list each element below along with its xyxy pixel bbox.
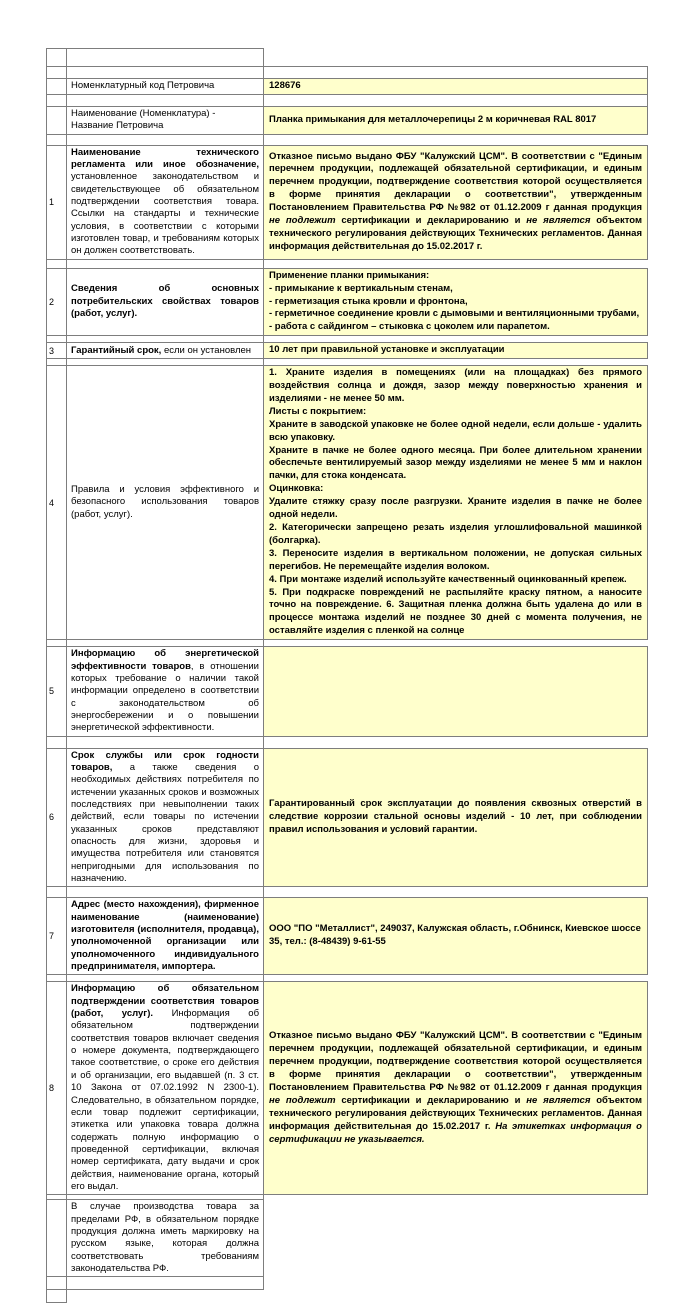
spec-row-8: [46, 981, 650, 1195]
spec-row-7-value: ООО "ПО "Металлист", 249037, Калужская область, г.Обнинск, Киевское шоссе 35, тел.: (8-48439) 9-61-55: [263, 897, 648, 975]
bottom-note-text: В случае производства товара за пределами РФ, в обязательном порядке продукция должна иметь маркировку на русском языке, которая должна соответствовать требованиям законодательства РФ.: [66, 1199, 264, 1277]
spec-row-4-label: Правила и условия эффективного и безопасного использования товаров (работ, услуг).: [66, 365, 264, 640]
spec-row-5-value: [263, 646, 648, 736]
spec-row-1-number: 1: [46, 145, 67, 260]
spacer-row: [46, 1289, 650, 1303]
spec-row-2-value: Применение планки примыкания: - примыкание к вертикальным стенам, - герметизация стыка кровли и фронтона, - герметичное соединение кровли с дымовыми и вентиляционными трубами, - работа с сайдингом – стыковка с цоколем или парапетом.: [263, 268, 648, 337]
nomenclature-code-row: [46, 78, 650, 95]
spec-row-5-label: Информацию об энергетической эффективности товаров, в отношении которых требование о наличии такой информации определено в соответствии с законодательством об энергосбережении и о повышении энергетической эффективности.: [66, 646, 264, 736]
product-spec-sheet: [46, 48, 650, 1303]
spec-row-7-label: Адрес (место нахождения), фирменное наименование (наименование) изготовителя (исполнителя, продавца), уполномоченной организации или уполномоченного индивидуального предпринимателя, импортера.: [66, 897, 264, 975]
spacer-row: [46, 1276, 650, 1290]
empty-cell: [46, 1276, 67, 1290]
nomenclature-name-value: Планка примыкания для металлочерепицы 2 м коричневая RAL 8017: [263, 106, 648, 135]
spec-row-5: [46, 646, 650, 736]
spec-row-8-value: Отказное письмо выдано ФБУ "Калужский ЦСМ". В соответствии с "Единым перечнем продукции, подлежащей обязательной сертификации, и единым перечнем продукции, подтверждение соответствия которой осуществляется в форме принятия декларации о соответствии", утвержденным Постановлением Правительства РФ №982 от 01.12.2009 г данная продукция не подлежит сертификации и декларированию и не является объектом технического регулирования действующих Технических регламентов. Данная информация действительная до 15.02.2017 г. На этикетках информация о сертификации не указывается.: [263, 981, 648, 1195]
spec-row-8-number: 8: [46, 981, 67, 1195]
spec-row-3-number: 3: [46, 342, 67, 359]
spec-row-1-value: Отказное письмо выдано ФБУ "Калужский ЦСМ". В соответствии с "Единым перечнем продукции, подлежащей обязательной сертификации, и единым перечнем продукции, подтверждение соответствия которой осуществляется в форме принятия декларации о соответствии", утвержденным Постановлением Правительства РФ №982 от 01.12.2009 г данная продукция не подлежит сертификации и декларированию и не является объектом технического регулирования действующих Технических регламентов. Данная информация действительная до 15.02.2017 г.: [263, 145, 648, 260]
nomenclature-code-value: 128676: [263, 78, 648, 95]
empty-cell: [46, 48, 67, 67]
spec-row-3-label: Гарантийный срок, если он установлен: [66, 342, 264, 359]
spec-row-2: [46, 268, 650, 337]
empty-cell: [46, 1289, 67, 1303]
nomenclature-name-label: Наименование (Номенклатура) - Название Петровича: [66, 106, 264, 135]
empty-cell: [66, 48, 264, 67]
spec-row-2-number: 2: [46, 268, 67, 337]
spec-row-2-label: Сведения об основных потребительских свойствах товаров (работ, услуг).: [66, 268, 264, 337]
spec-row-4-value: 1. Храните изделия в помещениях (или на площадках) без прямого воздействия солнца и дождя, зазор между поверхностью хранения и изделиями - не менее 50 мм. Листы с покрытием: Храните в заводской упаковке не более одной недели, если дольше - удалить всю упаковку. Храните в пачке не более одного месяца. При более длительном хранении обеспечьте вентилируемый зазор между изделиями не менее 5 мм и наклон пачки, для стока конденсата. Оцинковка: Удалите стяжку сразу после разгрузки. Храните изделия в пачке не более одной недели. 2. Категорически запрещено резать изделия углошлифовальной машинкой (болгарка). 3. Переносите изделия в вертикальном положении, не допуская сильных перегибов. Не перемещайте изделия волоком. 4. При монтаже изделий используйте качественный оцинкованный крепеж. 5. При подкраске повреждений не распыляйте краску пятном, а наносите точно на повреждение. 6. Защитная пленка должна быть удалена до или в процессе монтажа изделий не позднее 30 дней с момента получения, не оставляйте изделия с пленкой на солнце: [263, 365, 648, 640]
spec-row-4: [46, 365, 650, 640]
spec-row-4-number: 4: [46, 365, 67, 640]
spec-row-7-number: 7: [46, 897, 67, 975]
empty-cell: [46, 1199, 67, 1277]
empty-cell: [46, 106, 67, 135]
spec-row-3: [46, 342, 650, 359]
spec-row-7: [46, 897, 650, 975]
nomenclature-name-row: [46, 106, 650, 135]
spec-row-1-label: Наименование технического регламента или иное обозначение, установленное законодательством и свидетельствующее об обязательном подтверждении соответствия товара. Ссылки на стандарты и технические условия, в соответствии с которыми изготовлен товар, и требованиям которых он должен соответствовать.: [66, 145, 264, 260]
bottom-note-row: [46, 1199, 650, 1277]
nomenclature-code-label: Номенклатурный код Петровича: [66, 78, 264, 95]
spec-row-6-value: Гарантированный срок эксплуатации до появления сквозных отверстий в следствие коррозии стальной основы изделий - 10 лет, при соблюдении правил использования и условий гарантии.: [263, 748, 648, 888]
spec-row-1: [46, 145, 650, 260]
spec-row-5-number: 5: [46, 646, 67, 736]
empty-cell: [66, 1276, 264, 1290]
spec-row-3-value: 10 лет при правильной установке и эксплуатации: [263, 342, 648, 359]
empty-header-row: [46, 48, 650, 67]
spec-row-6-label: Срок службы или срок годности товаров, а также сведения о необходимых действиях потребителя по истечении указанных сроков и возможных последствиях при невыполнении таких действий, если товары по истечении указанных сроков представляют опасность для жизни, здоровья и имущества потребителя или становятся непригодными для использования по назначению.: [66, 748, 264, 888]
spec-row-8-label: Информацию об обязательном подтверждении соответствия товаров (работ, услуг). Информация об обязательном подтверждении соответствия товаров включает сведения о номере документа, подтверждающего такое соответствие, о сроке его действия и об организации, его выдавшей (п. 3 ст. 10 Закона от 07.02.1992 N 2300-1). Следовательно, в обязательном порядке, если товар подлежит сертификации, этикетка или упаковка товара должна содержать полную информацию о проведенной сертификации, включая номер сертификата, дату выдачи и срок действия, наименование органа, который его выдал.: [66, 981, 264, 1195]
spec-row-6-number: 6: [46, 748, 67, 888]
empty-cell: [46, 78, 67, 95]
spec-row-6: [46, 748, 650, 888]
